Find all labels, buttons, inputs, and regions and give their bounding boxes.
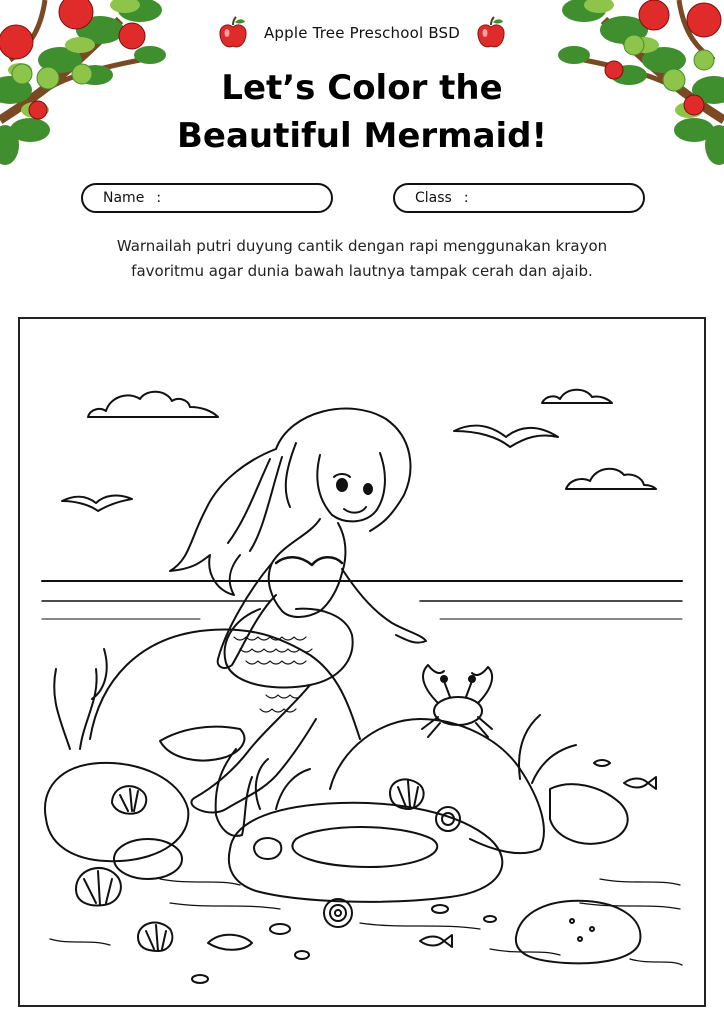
class-colon: : bbox=[463, 190, 469, 206]
rock-icon bbox=[550, 784, 628, 844]
mermaid-hair bbox=[170, 409, 410, 595]
cloud-icon bbox=[542, 390, 612, 403]
snail-shell-icon bbox=[208, 935, 252, 950]
instruction-line-1: Warnailah putri duyung cantik dengan rapi menggunakan krayon bbox=[116, 237, 608, 255]
class-field[interactable] bbox=[393, 183, 645, 213]
apple-icon bbox=[218, 16, 248, 50]
name-field[interactable] bbox=[81, 183, 333, 213]
apple-icon bbox=[476, 16, 506, 50]
cloud-icon bbox=[566, 469, 656, 489]
shell-icon bbox=[112, 786, 146, 814]
seaweed-icon bbox=[519, 715, 576, 783]
mermaid-coloring-illustration bbox=[20, 319, 704, 1005]
rock-icon bbox=[229, 803, 502, 902]
rock-icon bbox=[45, 763, 188, 861]
name-label: Name bbox=[103, 190, 145, 206]
title-line-2: Beautiful Mermaid! bbox=[176, 116, 548, 156]
fish-icon bbox=[624, 777, 656, 789]
mermaid-face bbox=[317, 453, 385, 521]
cloud-icon bbox=[88, 392, 218, 417]
shell-icon bbox=[390, 779, 424, 809]
school-header bbox=[0, 16, 724, 50]
title-line-1: Let’s Color the bbox=[221, 68, 503, 108]
crab-icon bbox=[422, 665, 492, 737]
shell-icon bbox=[76, 868, 121, 906]
rock-icon bbox=[516, 901, 641, 964]
mermaid-tail bbox=[225, 609, 353, 688]
class-label: Class bbox=[415, 190, 452, 206]
name-colon: : bbox=[156, 190, 162, 206]
fish-icon bbox=[594, 760, 610, 766]
seagull-icon bbox=[454, 426, 558, 447]
seagull-icon bbox=[62, 496, 132, 511]
coloring-frame bbox=[18, 317, 706, 1007]
instruction-line-2: favoritmu agar dunia bawah lautnya tampak cerah dan ajaib. bbox=[131, 262, 593, 280]
instruction-text bbox=[60, 234, 664, 284]
seaweed-icon bbox=[54, 649, 107, 749]
fish-icon bbox=[420, 935, 452, 947]
shell-icon bbox=[138, 923, 172, 951]
rock-icon bbox=[330, 719, 544, 853]
page-title bbox=[0, 64, 724, 160]
mermaid-body bbox=[269, 519, 346, 617]
shell-icon bbox=[254, 838, 281, 859]
school-name: Apple Tree Preschool BSD bbox=[263, 24, 461, 42]
snail-shell-icon bbox=[324, 899, 352, 927]
